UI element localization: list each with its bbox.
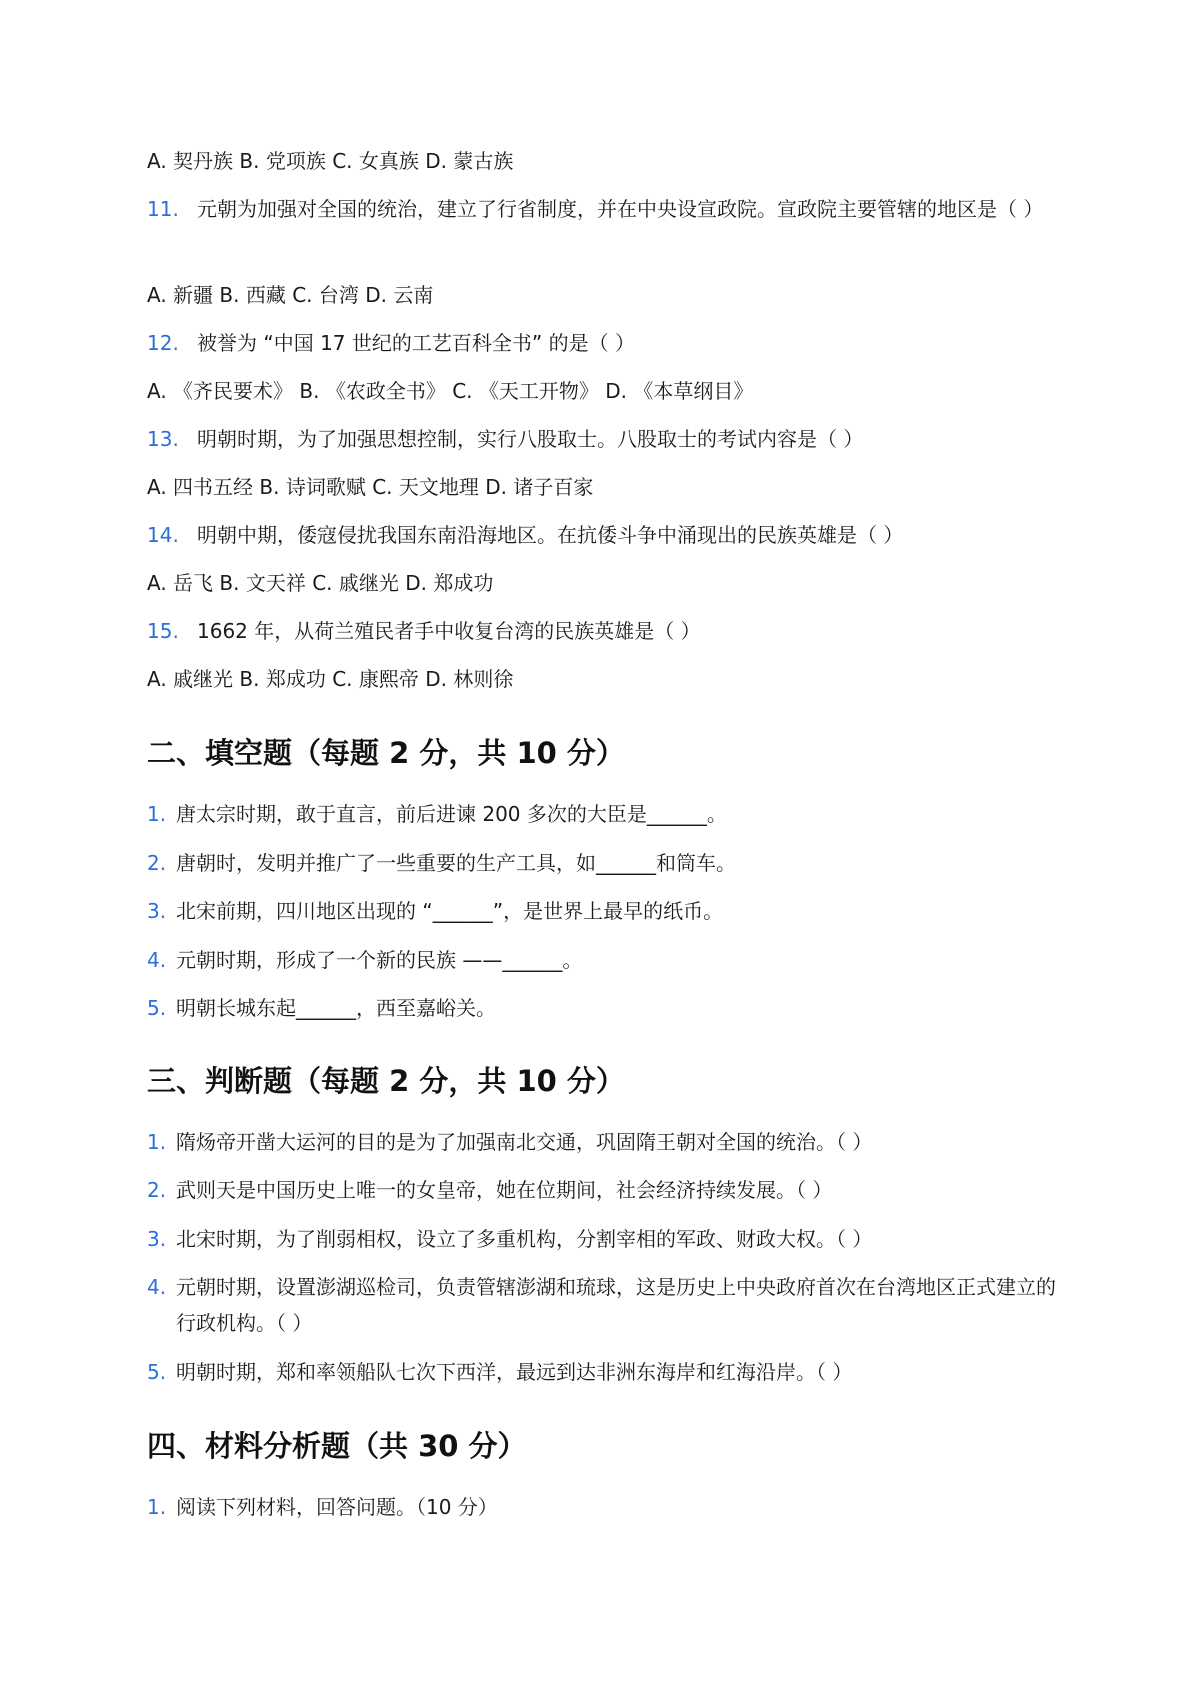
options-q15: A. 戚继光 B. 郑成功 C. 康熙帝 D. 林则徐	[147, 667, 514, 691]
options-q14: A. 岳飞 B. 文天祥 C. 戚继光 D. 郑成功	[147, 571, 494, 595]
question-text: 隋炀帝开凿大运河的目的是为了加强南北交通，巩固隋王朝对全国的统治。（ ）	[176, 1130, 873, 1154]
tf-question-1	[147, 1124, 1067, 1160]
question-text: 明朝中期，倭寇侵扰我国东南沿海地区。在抗倭斗争中涌现出的民族英雄是（ ）	[197, 523, 904, 547]
options-q12: A. 《齐民要术》 B. 《农政全书》 C. 《天工开物》 D. 《本草纲目》	[147, 379, 754, 403]
analysis-question-1	[147, 1489, 1067, 1525]
tf-question-5	[147, 1354, 1067, 1390]
tf-question-4	[147, 1269, 1067, 1341]
question-number: 15.	[147, 619, 179, 643]
question-number: 4.	[147, 1275, 167, 1299]
question-text: 明朝时期，为了加强思想控制，实行八股取士。八股取士的考试内容是（ ）	[197, 427, 864, 451]
question-text: 唐朝时，发明并推广了一些重要的生产工具，如______和筒车。	[176, 851, 736, 875]
options-q11: A. 新疆 B. 西藏 C. 台湾 D. 云南	[147, 283, 434, 307]
question-text: 元朝时期，形成了一个新的民族 ——______。	[176, 948, 583, 972]
question-15	[147, 613, 1067, 649]
section-heading-true-false: 三、判断题（每题 2 分，共 10 分）	[147, 1064, 625, 1098]
question-text: 阅读下列材料，回答问题。（10 分）	[176, 1495, 498, 1519]
question-text: 1662 年，从荷兰殖民者手中收复台湾的民族英雄是（ ）	[197, 619, 701, 643]
question-number: 1.	[147, 1495, 167, 1519]
question-number: 3.	[147, 1227, 167, 1251]
section-heading-fill-in: 二、填空题（每题 2 分，共 10 分）	[147, 736, 625, 770]
question-text: 明朝时期，郑和率领船队七次下西洋，最远到达非洲东海岸和红海沿岸。（ ）	[176, 1360, 853, 1384]
question-11	[147, 191, 1067, 227]
question-number: 11.	[147, 197, 179, 221]
question-number: 3.	[147, 899, 167, 923]
question-number: 2.	[147, 851, 167, 875]
question-text: 元朝时期，设置澎湖巡检司，负责管辖澎湖和琉球，这是历史上中央政府首次在台湾地区正式建立的行政机构。（ ）	[176, 1275, 1056, 1335]
question-13	[147, 421, 1067, 457]
tf-question-2	[147, 1172, 1067, 1208]
question-text: 北宋前期，四川地区出现的 “______”，是世界上最早的纸币。	[176, 899, 724, 923]
question-text: 唐太宗时期，敢于直言，前后进谏 200 多次的大臣是______。	[176, 802, 727, 826]
tf-question-3	[147, 1221, 1067, 1257]
question-number: 12.	[147, 331, 179, 355]
options-q10: A. 契丹族 B. 党项族 C. 女真族 D. 蒙古族	[147, 149, 514, 173]
question-12	[147, 325, 1067, 361]
fill-question-2	[147, 845, 1067, 881]
question-text: 北宋时期，为了削弱相权，设立了多重机构，分割宰相的军政、财政大权。（ ）	[176, 1227, 873, 1251]
question-text: 元朝为加强对全国的统治，建立了行省制度，并在中央设宣政院。宣政院主要管辖的地区是（ ）	[197, 197, 1044, 221]
section-heading-material-analysis: 四、材料分析题（共 30 分）	[147, 1429, 527, 1463]
question-14	[147, 517, 1067, 553]
question-number: 5.	[147, 996, 167, 1020]
options-q13: A. 四书五经 B. 诗词歌赋 C. 天文地理 D. 诸子百家	[147, 475, 594, 499]
question-text: 武则天是中国历史上唯一的女皇帝，她在位期间，社会经济持续发展。（ ）	[176, 1178, 833, 1202]
question-number: 14.	[147, 523, 179, 547]
question-text: 被誉为 “中国 17 世纪的工艺百科全书” 的是（ ）	[197, 331, 635, 355]
fill-question-3	[147, 893, 1067, 929]
question-number: 4.	[147, 948, 167, 972]
question-number: 5.	[147, 1360, 167, 1384]
fill-question-1	[147, 796, 1067, 832]
fill-question-5	[147, 990, 1067, 1026]
question-number: 1.	[147, 802, 167, 826]
question-number: 13.	[147, 427, 179, 451]
fill-question-4	[147, 942, 1067, 978]
question-text: 明朝长城东起______，西至嘉峪关。	[176, 996, 496, 1020]
question-number: 2.	[147, 1178, 167, 1202]
question-number: 1.	[147, 1130, 167, 1154]
